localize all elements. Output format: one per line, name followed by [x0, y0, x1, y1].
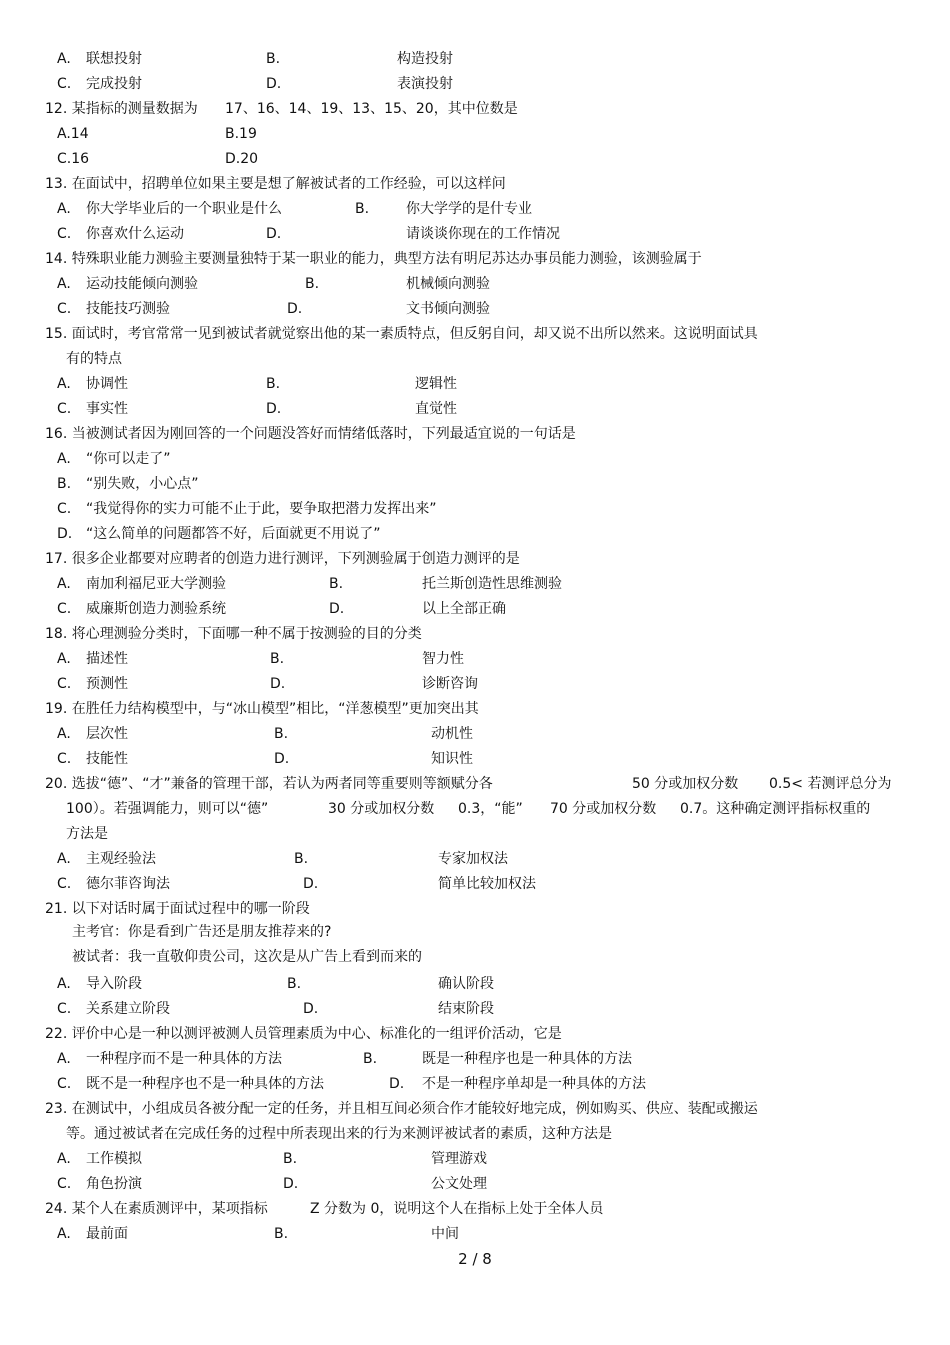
text-line: 24. 某个人在素质测评中，某项指标 — [45, 1201, 268, 1217]
text-line: 公文处理 — [431, 1176, 487, 1192]
text-line: 描述性 — [86, 651, 128, 667]
text-line: D. — [266, 226, 282, 242]
text-line: 0.5< 若测评总分为 — [769, 776, 892, 792]
text-line: 17、16、14、19、13、15、20，其中位数是 — [225, 101, 518, 117]
text-line: C. — [57, 751, 72, 767]
text-line: 23. 在测试中，小组成员各被分配一定的任务，并且相互间必须合作才能较好地完成，例如购买、供应、装配或搬运 — [45, 1101, 758, 1117]
text-line: B.19 — [225, 126, 257, 142]
text-line: A. — [57, 851, 71, 867]
text-line: B. — [274, 726, 289, 742]
text-line: B. — [270, 651, 285, 667]
page-number: 2 / 8 — [458, 1250, 492, 1268]
text-line: B. — [294, 851, 309, 867]
text-line: 既不是一种程序也不是一种具体的方法 — [86, 1076, 324, 1092]
text-line: 完成投射 — [86, 76, 142, 92]
text-line: 简单比较加权法 — [438, 876, 536, 892]
text-line: D. — [389, 1076, 405, 1092]
text-line: 70 分或加权分数 — [550, 801, 657, 817]
text-line: A. — [57, 726, 71, 742]
text-line: 30 分或加权分数 — [328, 801, 435, 817]
text-line: 21. 以下对话时属于面试过程中的哪一阶段 — [45, 901, 310, 917]
text-line: 文书倾向测验 — [406, 301, 490, 317]
text-line: 直觉性 — [415, 401, 457, 417]
text-line: C. — [57, 1001, 72, 1017]
text-line: 你喜欢什么运动 — [86, 226, 184, 242]
text-line: C. — [57, 301, 72, 317]
text-line: B. — [266, 51, 281, 67]
text-line: 托兰斯创造性思维测验 — [422, 576, 562, 592]
text-line: D. — [270, 676, 286, 692]
text-line: 技能性 — [86, 751, 128, 767]
text-line: 运动技能倾向测验 — [86, 276, 198, 292]
text-line: 威廉斯创造力测验系统 — [86, 601, 226, 617]
text-line: B. — [287, 976, 302, 992]
text-line: D.20 — [225, 151, 259, 167]
text-line: 角色扮演 — [86, 1176, 142, 1192]
text-line: B. — [266, 376, 281, 392]
text-line: D. — [329, 601, 345, 617]
text-line: 逻辑性 — [415, 376, 457, 392]
text-line: A. — [57, 976, 71, 992]
text-line: 动机性 — [431, 726, 473, 742]
text-line: 层次性 — [86, 726, 128, 742]
text-line: A. — [57, 1151, 71, 1167]
text-line: 协调性 — [86, 376, 128, 392]
text-line: 确认阶段 — [438, 976, 494, 992]
text-line: 联想投射 — [86, 51, 142, 67]
text-line: D. — [274, 751, 290, 767]
text-line: 方法是 — [66, 826, 108, 842]
text-line: B. — [57, 476, 72, 492]
text-line: 智力性 — [422, 651, 464, 667]
text-line: A. — [57, 651, 71, 667]
text-line: B. — [274, 1226, 289, 1242]
text-line: 17. 很多企业都要对应聘者的创造力进行测评，下列测验属于创造力测评的是 — [45, 551, 520, 567]
text-line: “别失败，小心点” — [86, 476, 199, 492]
text-line: 主考官：你是看到广告还是朋友推荐来的? — [72, 924, 332, 940]
text-line: 诊断咨询 — [422, 676, 478, 692]
text-line: 被试者：我一直敬仰贵公司，这次是从广告上看到而来的 — [72, 949, 422, 965]
text-line: C.16 — [57, 151, 90, 167]
text-line: 22. 评价中心是一种以测评被测人员管理素质为中心、标准化的一组评价活动，它是 — [45, 1026, 562, 1042]
text-line: 20. 选拔“德”、“才”兼备的管理干部，若认为两者同等重要则等额赋分各 — [45, 776, 493, 792]
text-line: 15. 面试时，考官常常一见到被试者就觉察出他的某一素质特点，但反躬自问，却又说不出所以然来。这说明面试具 — [45, 326, 758, 342]
text-line: 结束阶段 — [438, 1001, 494, 1017]
text-line: B. — [283, 1151, 298, 1167]
text-line: A. — [57, 201, 71, 217]
text-line: B. — [355, 201, 370, 217]
text-line: A. — [57, 51, 71, 67]
text-line: 最前面 — [86, 1226, 128, 1242]
text-line: B. — [329, 576, 344, 592]
text-line: A. — [57, 576, 71, 592]
text-line: 机械倾向测验 — [406, 276, 490, 292]
text-line: C. — [57, 601, 72, 617]
text-line: “我觉得你的实力可能不止于此，要争取把潜力发挥出来” — [86, 501, 437, 517]
text-line: D. — [287, 301, 303, 317]
text-line: 18. 将心理测验分类时，下面哪一种不属于按测验的目的分类 — [45, 626, 422, 642]
text-line: 构造投射 — [397, 51, 453, 67]
text-line: C. — [57, 226, 72, 242]
text-line: 关系建立阶段 — [86, 1001, 170, 1017]
text-line: 主观经验法 — [86, 851, 156, 867]
text-line: “这么简单的问题都答不好，后面就更不用说了” — [86, 526, 381, 542]
text-line: A.14 — [57, 126, 89, 142]
text-line: 请谈谈你现在的工作情况 — [406, 226, 560, 242]
text-line: C. — [57, 1076, 72, 1092]
text-line: A. — [57, 451, 71, 467]
text-line: D. — [266, 401, 282, 417]
text-line: 表演投射 — [397, 76, 453, 92]
text-line: 有的特点 — [66, 351, 122, 367]
text-line: “你可以走了” — [86, 451, 171, 467]
text-line: D. — [266, 76, 282, 92]
text-line: B. — [305, 276, 320, 292]
text-line: 0.7。这种确定测评指标权重的 — [680, 801, 871, 817]
text-line: C. — [57, 501, 72, 517]
text-line: 14. 特殊职业能力测验主要测量独特于某一职业的能力，典型方法有明尼苏达办事员能力测验，该测验属于 — [45, 251, 702, 267]
text-line: D. — [57, 526, 73, 542]
text-line: B. — [363, 1051, 378, 1067]
text-line: 导入阶段 — [86, 976, 142, 992]
text-line: D. — [303, 876, 319, 892]
text-line: 一种程序而不是一种具体的方法 — [86, 1051, 282, 1067]
text-line: 管理游戏 — [431, 1151, 487, 1167]
text-line: A. — [57, 276, 71, 292]
text-line: 0.3，“能” — [458, 801, 523, 817]
text-line: 以上全部正确 — [422, 601, 506, 617]
text-line: 既是一种程序也是一种具体的方法 — [422, 1051, 632, 1067]
text-line: 南加利福尼亚大学测验 — [86, 576, 226, 592]
text-line: 不是一种程序单却是一种具体的方法 — [422, 1076, 646, 1092]
text-line: 50 分或加权分数 — [632, 776, 739, 792]
text-line: 事实性 — [86, 401, 128, 417]
text-line: Z 分数为 0，说明这个人在指标上处于全体人员 — [310, 1201, 604, 1217]
text-line: A. — [57, 1051, 71, 1067]
text-line: 等。通过被试者在完成任务的过程中所表现出来的行为来测评被试者的素质，这种方法是 — [66, 1126, 612, 1142]
text-line: 工作模拟 — [86, 1151, 142, 1167]
text-line: 13. 在面试中，招聘单位如果主要是想了解被试者的工作经验，可以这样问 — [45, 176, 506, 192]
text-line: C. — [57, 676, 72, 692]
text-line: 12. 某指标的测量数据为 — [45, 101, 198, 117]
text-line: 你大学毕业后的一个职业是什么 — [86, 201, 282, 217]
text-line: C. — [57, 876, 72, 892]
text-line: A. — [57, 376, 71, 392]
text-line: D. — [303, 1001, 319, 1017]
text-line: 中间 — [431, 1226, 459, 1242]
text-line: D. — [283, 1176, 299, 1192]
text-line: A. — [57, 1226, 71, 1242]
text-line: 你大学学的是什专业 — [406, 201, 532, 217]
text-line: 16. 当被测试者因为刚回答的一个问题没答好而情绪低落时，下列最适宜说的一句话是 — [45, 426, 576, 442]
text-line: C. — [57, 1176, 72, 1192]
text-line: C. — [57, 401, 72, 417]
text-line: 100）。若强调能力，则可以“德” — [66, 801, 269, 817]
text-line: 知识性 — [431, 751, 473, 767]
text-line: 预测性 — [86, 676, 128, 692]
text-line: 专家加权法 — [438, 851, 508, 867]
text-line: 德尔菲咨询法 — [86, 876, 170, 892]
text-line: 19. 在胜任力结构模型中，与“冰山模型”相比，“洋葱模型”更加突出其 — [45, 701, 479, 717]
text-line: C. — [57, 76, 72, 92]
text-line: 技能技巧测验 — [86, 301, 170, 317]
